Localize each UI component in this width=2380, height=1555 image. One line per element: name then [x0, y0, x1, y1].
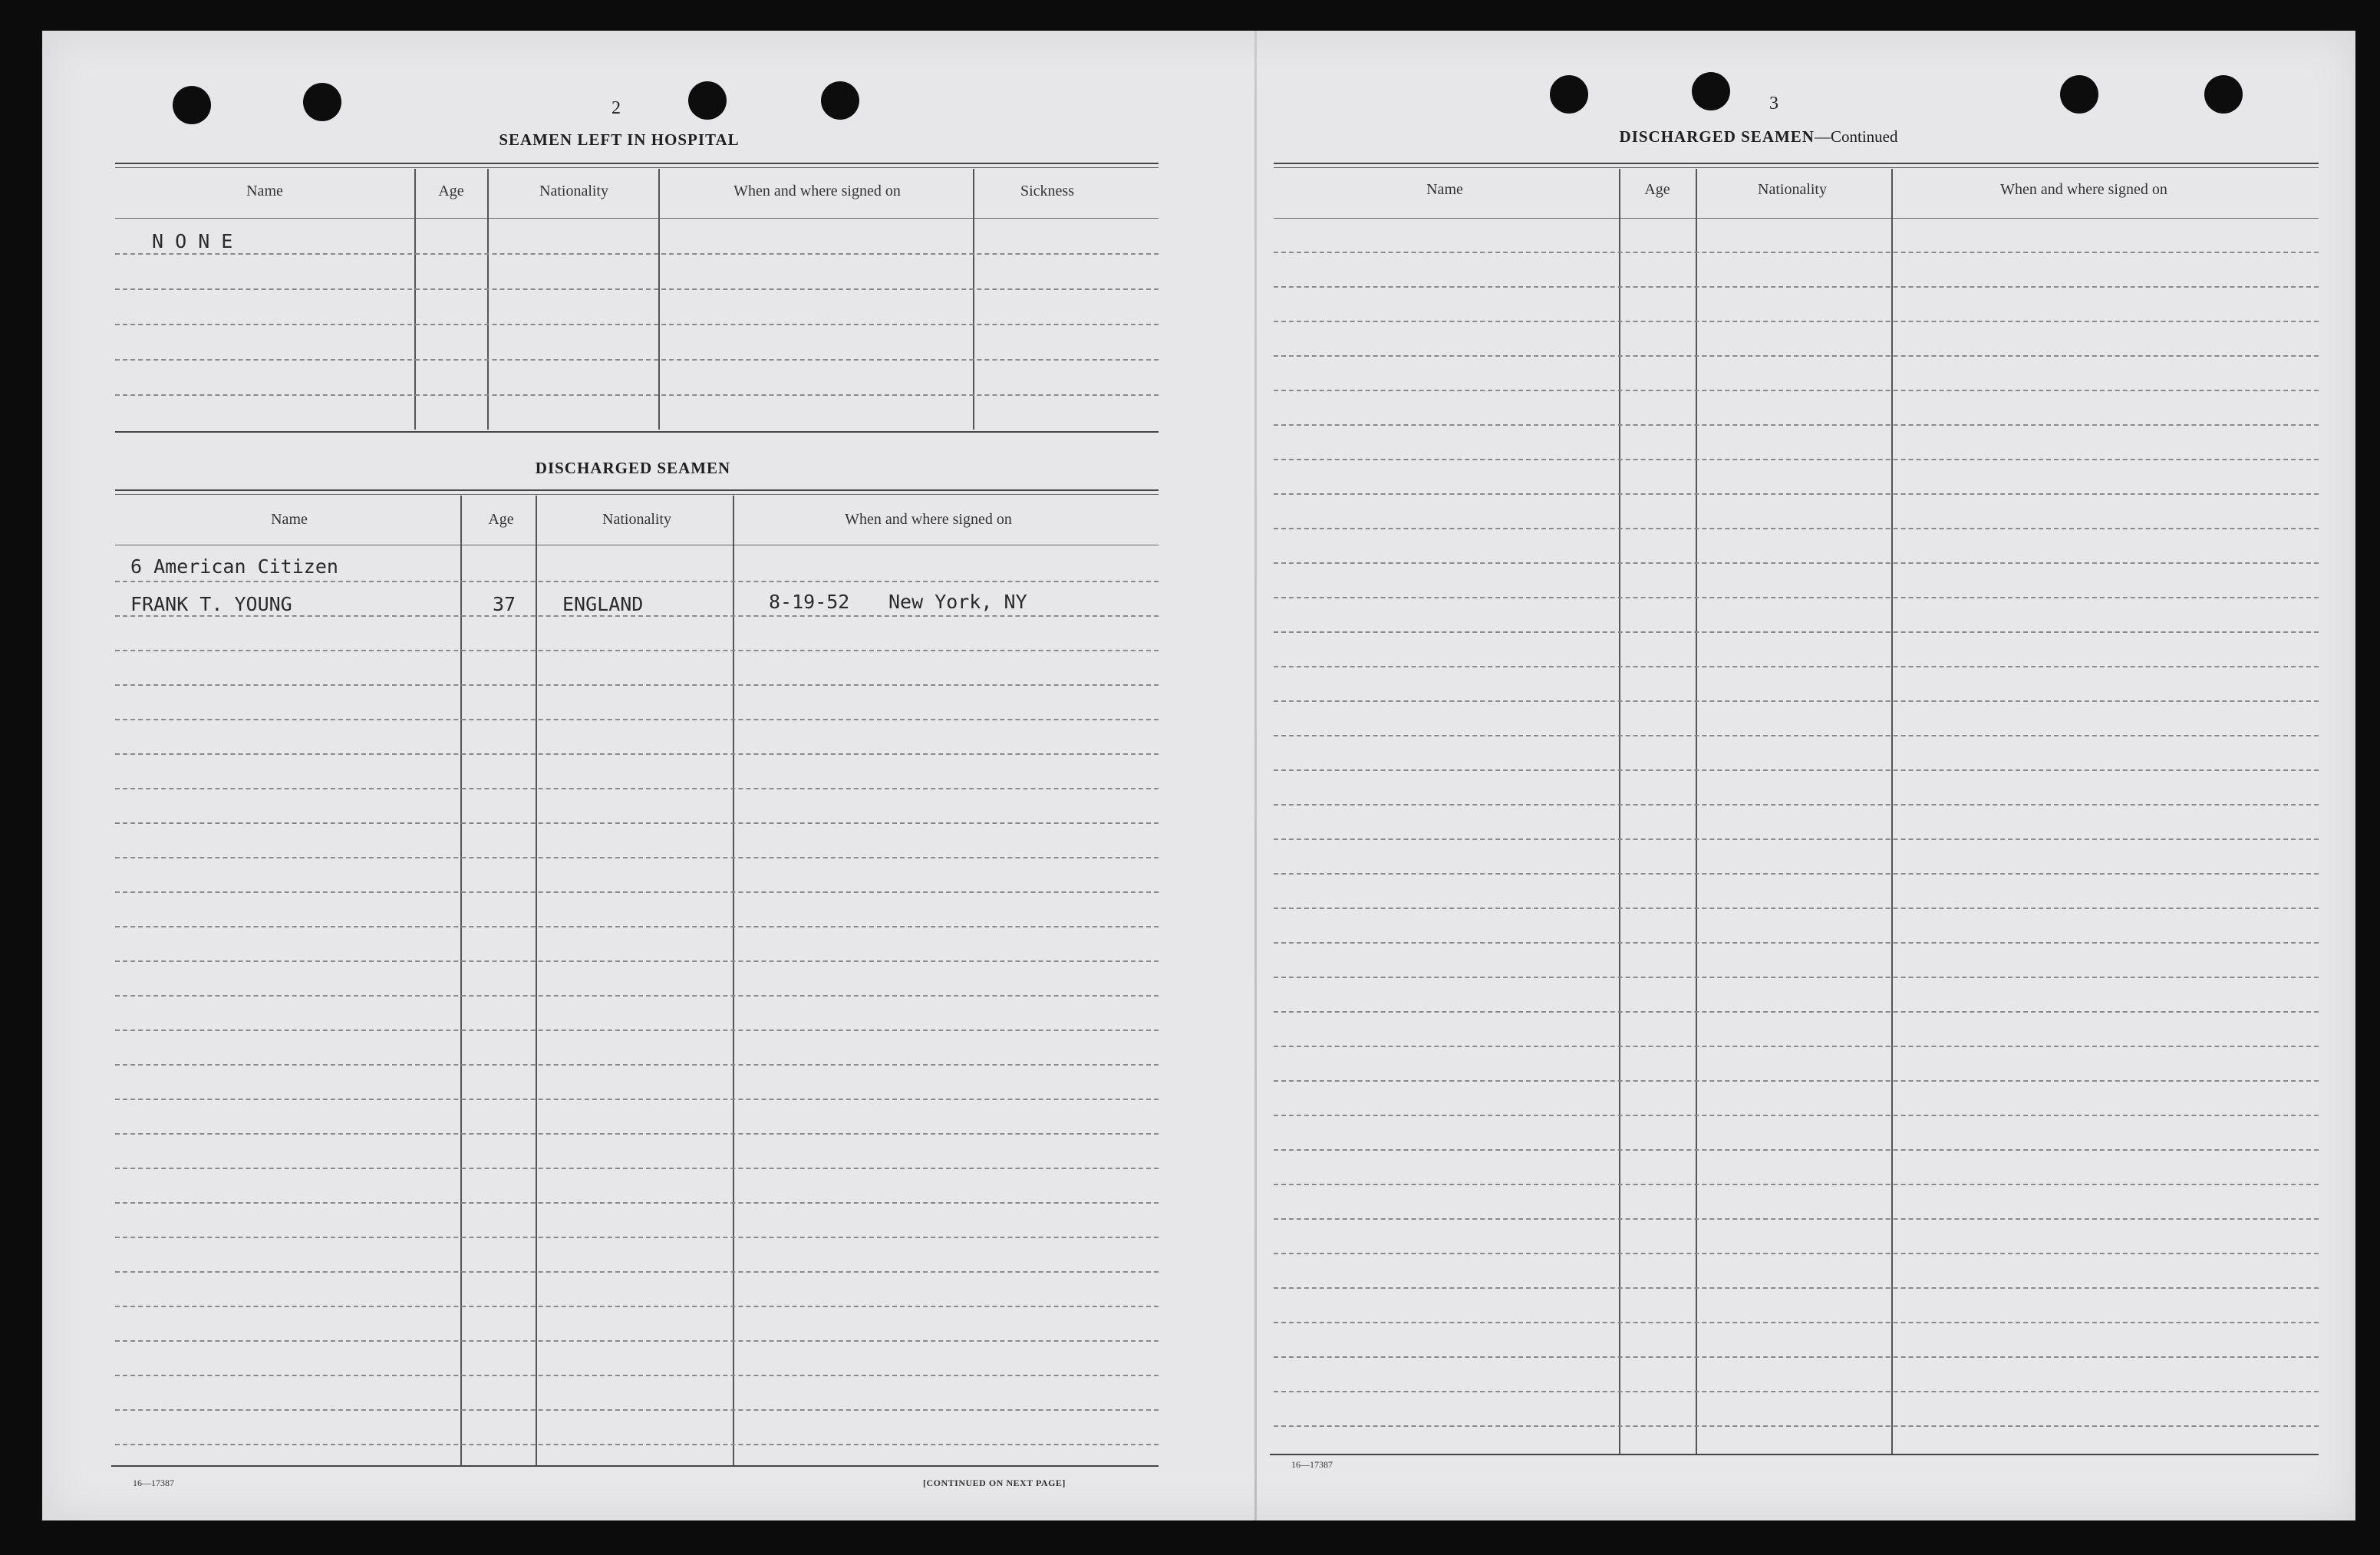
discharged-table-bottom-rule [111, 1465, 1159, 1467]
ruled-line [1274, 1011, 2319, 1013]
ruled-line [1274, 1391, 2319, 1392]
ruled-line [1274, 942, 2319, 944]
ruled-line [1274, 873, 2319, 875]
ruled-line [115, 719, 1159, 720]
ruled-line [115, 1030, 1159, 1031]
punch-hole [821, 81, 859, 120]
ruled-line [115, 1444, 1159, 1445]
left-page-number: 2 [611, 98, 621, 118]
punch-hole [1692, 72, 1730, 110]
right-header-rule [1274, 218, 2319, 219]
right-title-suffix: —Continued [1814, 127, 1898, 146]
ruled-line [1274, 1425, 2319, 1427]
ruled-line [115, 1168, 1159, 1169]
hospital-table-bottom-rule [115, 431, 1159, 433]
ruled-line [115, 1306, 1159, 1307]
ruled-line [115, 822, 1159, 824]
ruled-line [115, 1271, 1159, 1273]
ruled-line [115, 960, 1159, 962]
ruled-line [115, 1064, 1159, 1066]
ruled-line [1274, 562, 2319, 564]
ruled-line [115, 684, 1159, 686]
right-section-title [1620, 127, 1898, 147]
punch-hole [1550, 75, 1588, 114]
ruled-line [1274, 252, 2319, 253]
right-title-main: DISCHARGED SEAMEN [1619, 127, 1815, 146]
ruled-line [1274, 804, 2319, 806]
hospital-section-title: SEAMEN LEFT IN HOSPITAL [499, 130, 740, 149]
discharged-col-age: Age [488, 511, 514, 528]
ruled-line [115, 615, 1159, 617]
discharged-section-title: DISCHARGED SEAMEN [535, 459, 731, 477]
ruled-line [1274, 838, 2319, 840]
ruled-line [1274, 666, 2319, 667]
ruled-line [1274, 1218, 2319, 1220]
punch-hole [2060, 75, 2098, 114]
ruled-line [115, 581, 1159, 582]
right-form-number: 16—17387 [1291, 1459, 1333, 1470]
discharged-row-2-signed-date: 8-19-52 [769, 591, 850, 613]
discharged-row-2-name: FRANK T. YOUNG [130, 593, 292, 615]
ruled-line [115, 995, 1159, 997]
right-page-number: 3 [1769, 94, 1778, 114]
hospital-entry-none: N O N E [152, 230, 233, 252]
ruled-line [1274, 1149, 2319, 1151]
right-col-nationality: Nationality [1758, 181, 1827, 198]
right-col-signed-on: When and where signed on [2000, 181, 2167, 198]
left-form-number: 16—17387 [133, 1478, 174, 1488]
discharged-row-1-name: 6 American Citizen [130, 555, 338, 578]
ruled-line [115, 891, 1159, 893]
ruled-line [1274, 355, 2319, 357]
ruled-line [115, 857, 1159, 858]
right-col-age: Age [1644, 181, 1670, 198]
ruled-line [1274, 1046, 2319, 1047]
discharged-table-top-rule [115, 489, 1159, 491]
hospital-col-name: Name [246, 183, 283, 199]
ruled-line [1274, 1184, 2319, 1185]
hospital-table-top-rule [115, 163, 1159, 164]
ruled-line [1274, 459, 2319, 460]
ruled-line [1274, 1253, 2319, 1254]
ruled-line [115, 1099, 1159, 1100]
ruled-line [1274, 528, 2319, 529]
discharged-row-2-age: 37 [493, 593, 516, 615]
ruled-line [115, 1133, 1159, 1135]
page-fold [1254, 31, 1257, 1520]
ruled-line [115, 1202, 1159, 1204]
ruled-line [1274, 321, 2319, 322]
ruled-line [1274, 769, 2319, 771]
ruled-line [115, 753, 1159, 755]
ruled-line [115, 650, 1159, 651]
ruled-line [115, 1237, 1159, 1238]
right-col-name: Name [1426, 181, 1463, 198]
ruled-line [1274, 597, 2319, 598]
ruled-line [1274, 424, 2319, 426]
continued-note: [CONTINUED ON NEXT PAGE] [923, 1478, 1066, 1488]
ruled-line [115, 788, 1159, 789]
punch-hole [688, 81, 727, 120]
ruled-line [1274, 735, 2319, 736]
punch-hole [173, 86, 211, 124]
ruled-line [115, 926, 1159, 927]
hospital-col-age: Age [438, 183, 464, 199]
ruled-line [115, 1340, 1159, 1342]
punch-hole [2204, 75, 2243, 114]
ruled-line [1274, 1115, 2319, 1116]
ruled-line [1274, 1356, 2319, 1358]
hospital-col-sickness: Sickness [1020, 183, 1074, 199]
ruled-line [1274, 1287, 2319, 1289]
ruled-line [1274, 908, 2319, 909]
hospital-col-signed-on: When and where signed on [733, 183, 901, 199]
hospital-header-rule [115, 218, 1159, 219]
discharged-col-signed-on: When and where signed on [845, 511, 1012, 528]
discharged-row-2-signed-place: New York, NY [888, 591, 1027, 613]
punch-hole [303, 83, 341, 121]
ruled-line [1274, 977, 2319, 978]
document-sheet [42, 31, 2355, 1520]
ruled-line [1274, 286, 2319, 288]
discharged-col-nationality: Nationality [602, 511, 671, 528]
ruled-line [115, 1409, 1159, 1411]
ruled-line [1274, 1080, 2319, 1082]
ruled-line [1274, 631, 2319, 633]
right-table-top-rule [1274, 163, 2319, 164]
discharged-row-2-nationality: ENGLAND [562, 593, 644, 615]
ruled-line [1274, 390, 2319, 391]
right-table-bottom-rule [1270, 1454, 2319, 1455]
ruled-line [1274, 1322, 2319, 1323]
hospital-col-nationality: Nationality [539, 183, 608, 199]
ruled-line [115, 1375, 1159, 1376]
ruled-line [1274, 493, 2319, 495]
discharged-col-name: Name [271, 511, 308, 528]
ruled-line [1274, 700, 2319, 702]
